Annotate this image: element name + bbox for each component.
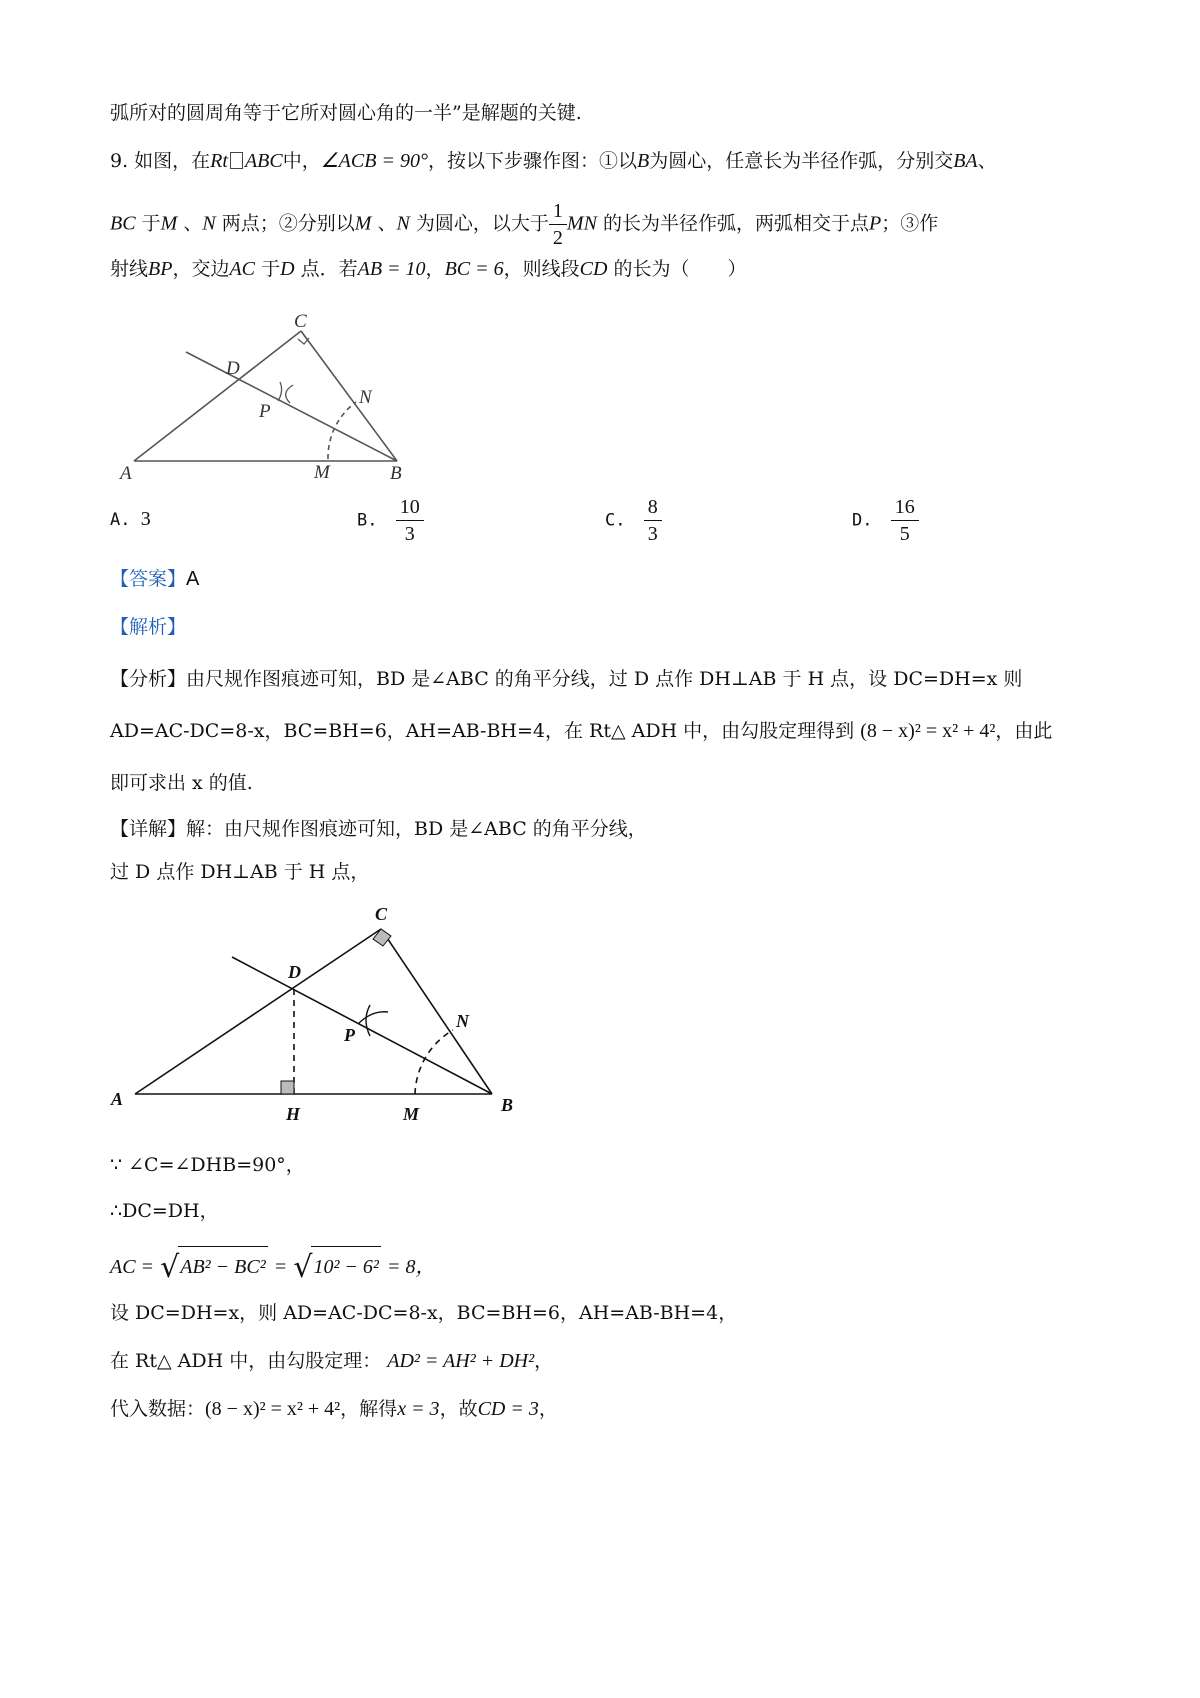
xiangjie-line-1: 【详解】解：由尺规作图痕迹可知，BD 是∠ABC 的角平分线， — [110, 818, 647, 840]
option-a[interactable]: A. 3 — [110, 508, 151, 530]
xiangjie-line-6: 设 DC=DH=x，则 AD=AC-DC=8-x，BC=BH=6，AH=AB-BH=4， — [110, 1302, 738, 1324]
answer-line: 【答案】A — [110, 568, 200, 590]
label-C: C — [375, 904, 388, 924]
figure-2-triangle — [110, 900, 530, 1135]
fraction-half: $\frac{1}{2}$ — [549, 200, 567, 249]
xiangjie-line-4: ∴DC=DH， — [110, 1200, 219, 1222]
label-D: D — [226, 358, 240, 379]
label-D: D — [288, 962, 301, 982]
xiangjie-line-8: 代入数据：(8 − x)² = x² + 4²，解得x = 3，故CD = 3， — [110, 1398, 558, 1420]
label-M: M — [403, 1104, 420, 1124]
figure-1-triangle — [110, 305, 430, 485]
label-A: A — [120, 463, 132, 484]
question-line-1: 9. 如图，在Rt ABC中，∠ACB = 90°，按以下步骤作图：①以B为圆心，任意长为半径作弧，分别交BA、 — [110, 150, 997, 172]
label-B: B — [390, 463, 402, 484]
label-P: P — [344, 1025, 355, 1045]
label-N: N — [456, 1011, 469, 1031]
label-N: N — [359, 387, 372, 408]
xiangjie-line-7: 在 Rt△ ADH 中，由勾股定理： AD² = AH² + DH²， — [110, 1350, 554, 1372]
missing-glyph-box — [230, 152, 243, 169]
option-d[interactable]: D. $\frac{16}{5}$ — [852, 496, 919, 545]
fenxi-line-1: 【分析】由尺规作图痕迹可知，BD 是∠ABC 的角平分线，过 D 点作 DH⊥AB 于 H 点，设 DC=DH=x 则 — [110, 668, 1023, 690]
label-B: B — [501, 1095, 514, 1115]
fenxi-line-2: AD=AC-DC=8-x，BC=BH=6，AH=AB-BH=4，在 Rt△ ADH 中，由勾股定理得到 (8 − x)² = x² + 4²，由此 — [110, 720, 1053, 742]
label-M: M — [314, 462, 330, 483]
option-c[interactable]: C. $\frac{8}{3}$ — [605, 496, 662, 545]
fenxi-line-3: 即可求出 x 的值. — [110, 772, 253, 794]
analysis-heading: 【解析】 — [110, 616, 187, 638]
label-C: C — [294, 311, 307, 332]
label-H: H — [286, 1104, 301, 1124]
xiangjie-line-5: AC = √AB² − BC² = √10² − 6² = 8， — [110, 1246, 435, 1286]
xiangjie-line-3: ∵ ∠C=∠DHB=90°， — [110, 1154, 305, 1176]
label-A: A — [111, 1089, 124, 1109]
question-line-2: BC 于M 、N 两点；②分别以M 、N 为圆心，以大于 $\frac{1}{2}$ MN 的长为半径作弧，两弧相交于点P；③作 — [110, 200, 939, 249]
text-line: 弧所对的圆周角等于它所对圆心角的一半”是解题的关键. — [110, 102, 582, 124]
xiangjie-line-2: 过 D 点作 DH⊥AB 于 H 点， — [110, 861, 370, 883]
label-P: P — [259, 401, 271, 422]
question-line-3: 射线BP，交边AC 于D 点．若AB = 10，BC = 6，则线段CD 的长为（ ） — [110, 258, 747, 280]
option-b[interactable]: B. $\frac{10}{3}$ — [357, 496, 424, 545]
